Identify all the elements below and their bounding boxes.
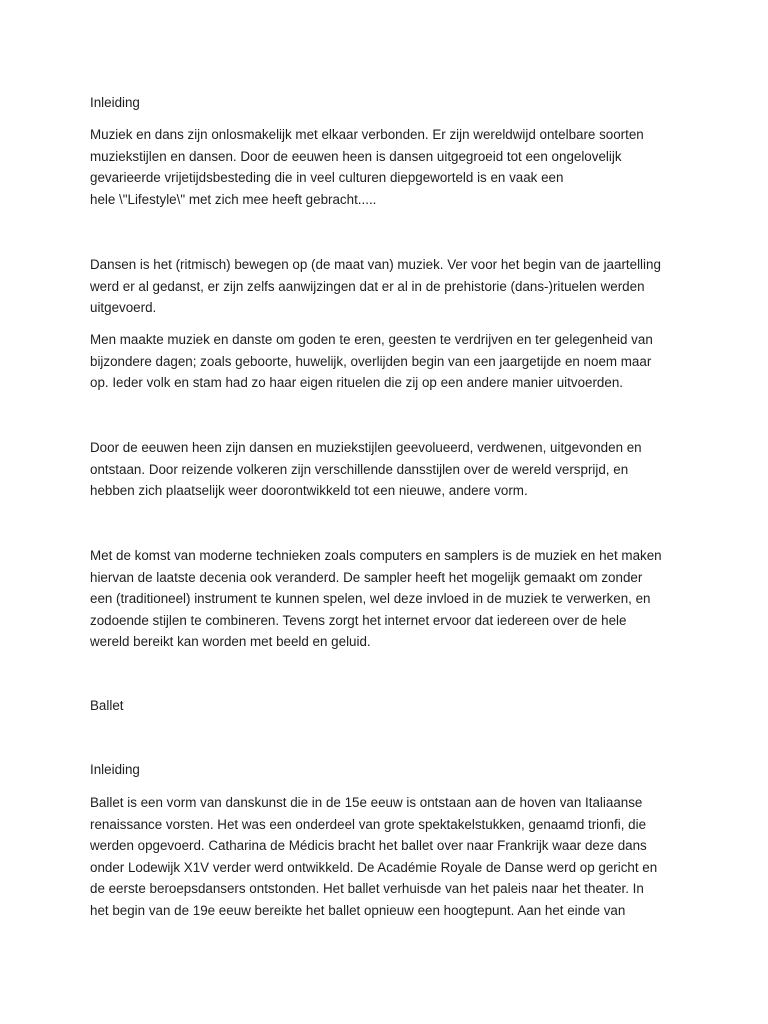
text-line: onder Lodewijk X1V verder werd ontwikkeld. De Académie Royale de Danse werd op gericht en xyxy=(90,859,658,875)
text-line: hiervan de laatste decenia ook veranderd. De sampler heeft het mogelijk gemaakt om zonder xyxy=(90,569,643,585)
paragraph-rituelen xyxy=(90,329,690,394)
text-line: op. Ieder volk en stam had zo haar eigen rituelen die zij op een andere manier uitvoerden. xyxy=(90,375,623,391)
paragraph-muziek-en-dans xyxy=(90,124,690,210)
paragraph-moderne-technieken xyxy=(90,545,690,653)
text-line: Door de eeuwen heen zijn dansen en muziekstijlen geevolueerd, verdwenen, uitgevonden en xyxy=(90,440,642,455)
text-line: muziekstijlen en dansen. Door de eeuwen heen is dansen uitgegroeid tot een ongelovelijk xyxy=(90,148,622,164)
heading-inleiding-ballet xyxy=(90,759,690,781)
text-line: wereld bereikt kan worden met beeld en geluid. xyxy=(90,634,371,650)
text-line: Met de komst van moderne technieken zoals computers en samplers is de muziek en het maken xyxy=(90,548,662,563)
text-line: Dansen is het (ritmisch) bewegen op (de maat van) muziek. Ver voor het begin van de jaartelling xyxy=(90,257,661,272)
text-line: zodoende stijlen te combineren. Tevens zorgt het internet ervoor dat iedereen over de hele xyxy=(90,612,627,628)
text-line: hebben zich plaatselijk weer doorontwikkeld tot een nieuwe, andere vorm. xyxy=(90,483,528,499)
text-line: ontstaan. Door reizende volkeren zijn verschillende dansstijlen over de wereld versprijd, en xyxy=(90,461,629,477)
heading-inleiding xyxy=(90,92,690,114)
text-line: Ballet is een vorm van danskunst die in de 15e eeuw is ontstaan aan de hoven van Italiaanse xyxy=(90,795,643,810)
text-line: Muziek en dans zijn onlosmakelijk met elkaar verbonden. Er zijn wereldwijd ontelbare soorten xyxy=(90,127,644,142)
text-line: renaissance vorsten. Het was een onderdeel van grote spektakelstukken, genaamd trionfi, die xyxy=(90,816,647,832)
heading-text: Inleiding xyxy=(90,95,140,110)
text-line: Men maakte muziek en danste om goden te eren, geesten te verdrijven en ter gelegenheid van xyxy=(90,332,653,347)
text-line: een (traditioneel) instrument te kunnen spelen, wel deze invloed in de muziek te verwerken, en xyxy=(90,591,651,607)
text-line: werden opgevoerd. Catharina de Médicis bracht het ballet over naar Frankrijk waar deze dans xyxy=(90,838,647,854)
heading-ballet xyxy=(90,695,690,717)
text-line: werd er al gedanst, er zijn zelfs aanwijzingen dat er al in de prehistorie (dans-)rituelen werden xyxy=(90,278,645,294)
text-line: de eerste beroepsdansers ontstonden. Het ballet verhuisde van het paleis naar het theater. In xyxy=(90,881,644,897)
paragraph-ballet-geschiedenis xyxy=(90,792,690,922)
text-line: hele \"Lifestyle\" met zich mee heeft gebracht..... xyxy=(90,191,377,207)
heading-text: Inleiding xyxy=(90,762,140,777)
paragraph-dansen xyxy=(90,254,690,319)
text-line: uitgevoerd. xyxy=(90,300,157,316)
text-line: bijzondere dagen; zoals geboorte, huwelijk, overlijden begin van een jaargetijde en noem maar xyxy=(90,353,652,369)
heading-text: Ballet xyxy=(90,698,124,713)
paragraph-evolutie xyxy=(90,437,690,502)
text-line: het begin van de 19e eeuw bereikte het ballet opnieuw een hoogtepunt. Aan het einde van xyxy=(90,902,626,918)
text-line: gevarieerde vrijetijdsbesteding die in veel culturen diepgeworteld is en vaak een xyxy=(90,170,564,186)
